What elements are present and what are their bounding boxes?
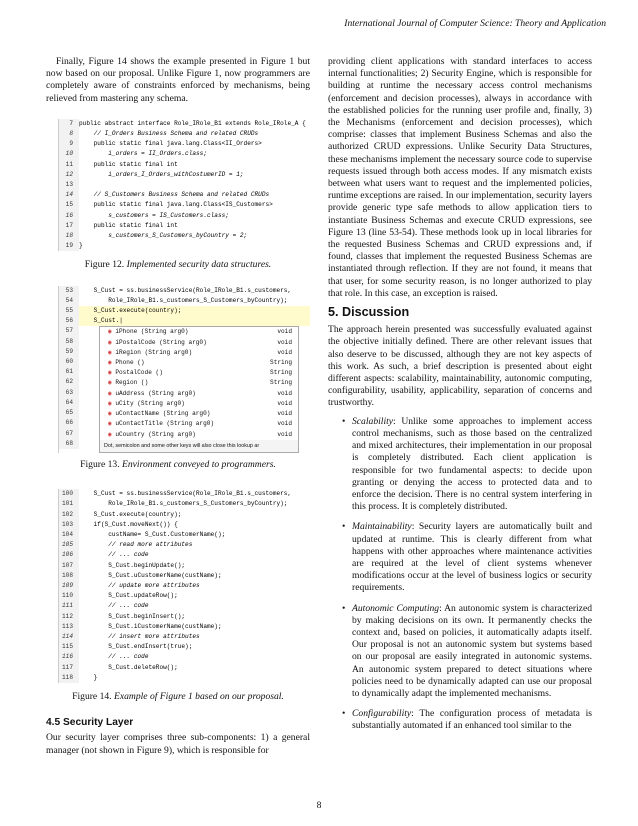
code-line: 114 // insert more attributes <box>59 632 310 642</box>
code-line: 15 public static final java.lang.Class<IS_Customers> <box>59 200 310 210</box>
figure-14-code <box>58 489 310 683</box>
code-line: 101 Role_IRole_B1.s_customers_S_Customers_byCountry); <box>59 499 310 509</box>
code-line: 7 public abstract interface Role_IRole_B1 extends Role_IRole_A { <box>59 119 310 129</box>
code-line: 109 // update more attributes <box>59 581 310 591</box>
code-line: 103 if(S_Cust.moveNext()) { <box>59 520 310 530</box>
popup-item[interactable]: ◉ Phone () String <box>100 358 298 368</box>
code-line: 13 <box>59 180 310 190</box>
figure-14-caption: Figure 14. Example of Figure 1 based on our proposal. <box>72 690 284 702</box>
popup-item[interactable]: ◉ uCity (String arg0) void <box>100 399 298 409</box>
left-column <box>46 56 310 763</box>
code-line: 100 S_Cust = ss.businessService(Role_IRole_B1.s_customers, <box>59 489 310 499</box>
figure-12-code <box>58 119 310 252</box>
figure-13-line-numbers: 57 58 59 60 61 62 63 64 65 66 67 68 <box>58 326 79 452</box>
list-item: • Scalability: Unlike some approaches to implement access control mechanisms, such as those based on the centralized and mixed architectures, their implementation in our proposal is completely distributed. Each client application is responsible for two fundamental aspects: to decide upon granting or denying the access to protected data and to enforce the decision. There is no central system interfering in this process. It is completely distributed. <box>342 416 592 514</box>
code-line: 111 // ... code <box>59 601 310 611</box>
figure-13-code <box>58 286 310 327</box>
code-line: 12 i_orders_I_Orders_withCostumerID = 1; <box>59 170 310 180</box>
code-line: 56 S_Cust.| <box>59 316 310 326</box>
code-line: 14 // S_Customers Business Schema and related CRUDs <box>59 190 310 200</box>
popup-item[interactable]: ◉ iPhone (String arg0) void <box>100 327 298 337</box>
aspects-list <box>342 416 592 733</box>
code-line: 116 // ... code <box>59 652 310 662</box>
code-line: 107 S_Cust.beginUpdate(); <box>59 561 310 571</box>
popup-item[interactable]: ◉ iRegion (String arg0) void <box>100 348 298 358</box>
popup-item[interactable]: ◉ uAddress (String arg0) void <box>100 389 298 399</box>
code-line: 113 S_Cust.iCustomerName(custName); <box>59 622 310 632</box>
right-column <box>328 56 592 741</box>
popup-footer: Dot, semicolon and some other keys will also close this lookup ar <box>100 440 298 452</box>
code-line: 8 // I_Orders Business Schema and related CRUDs <box>59 129 310 139</box>
code-line: 53 S_Cust = ss.businessService(Role_IRole_B1.s_customers, <box>59 286 310 296</box>
list-item: • Maintainability: Security layers are automatically built and updated at runtime. This is clearly different from what happens with other approaches where maintenance activities are required at the level of client systems whenever modifications occur at the level of business logics or security requirements. <box>342 521 592 594</box>
code-line: 117 S_Cust.deleteRow(); <box>59 663 310 673</box>
code-line: 112 S_Cust.beginInsert(); <box>59 612 310 622</box>
list-item: • Autonomic Computing: An autonomic system is characterized by making decisions on its own. It permanently checks the context and, based on policies, it automatically adapts itself. Our proposal is not an autonomic system but systems based on our proposal are easily integrated in autonomic systems. An autonomic system prepared to detect situations where policies need to be dynamically adapted can use our proposal to dynamically adapt the implemented mechanisms. <box>342 603 592 701</box>
popup-item[interactable]: ◉ uContactName (String arg0) void <box>100 409 298 419</box>
code-line: 102 S_Cust.execute(country); <box>59 510 310 520</box>
code-line: 10 i_orders = II_Orders.class; <box>59 149 310 159</box>
discussion-paragraph: The approach herein presented was successfully evaluated against the objective initially defined. There are other relevant issues that also deserve to be discussed, although they are not key aspects of this work. As such, a brief description is presented about eight different aspects: scalability, maintainability, autonomic computing, configurability, usability, applicability, separation of concerns and trustworthy. <box>328 324 592 409</box>
code-line: 54 Role_IRole_B1.s_customers_S_Customers_byCountry); <box>59 296 310 306</box>
code-line: 115 S_Cust.endInsert(true); <box>59 642 310 652</box>
code-line: 110 S_Cust.updateRow(); <box>59 591 310 601</box>
figure-12-caption: Figure 12. Implemented security data structures. <box>84 259 272 271</box>
popup-item[interactable]: ◉ Region () String <box>100 378 298 388</box>
popup-item[interactable]: ◉ iPostalCode (String arg0) void <box>100 338 298 348</box>
code-line: 9 public static final java.lang.Class<II_Orders> <box>59 139 310 149</box>
autocomplete-popup[interactable] <box>99 326 299 452</box>
code-line: 18 s_customers_S_Customers_byCountry = 2; <box>59 231 310 241</box>
security-layer-paragraph: providing client applications with standard interfaces to access internal functionalities; 2) Security Engine, which is responsible for building at runtime the necessary access control mechanisms (enforcement and decision processes), always in accordance with the established policies for the running user profile and, finally, 3) the Mechanisms (enforcement and decision processes), which comprise: classes that implement Business Schemas and also the authorized CRUD expressions. Unlike Security Data Structures, these mechanisms implement the necessary source code to supervise requests issued through both access modes. If any mismatch exists between what users want to request and the implemented policies, runtime exceptions are raised. In our implementation, security layers provide generic type safe methods to allow application tiers to instantiate Business Schemas and execute CRUD expressions, see Figure 13 (line 53-54). These methods look up in local libraries for the requested Business Schemas and CRUD expressions and, if found, classes that implement the requested Business Schemas are instantiated through reflection. If they are not found, it means that that user, for some security reason, is no longer authorized to play that role. In this case, an exception is raised. <box>328 56 592 299</box>
popup-item[interactable]: ◉ uCountry (String arg0) void <box>100 430 298 440</box>
figure-13-caption: Figure 13. Environment conveyed to programmers. <box>80 458 276 470</box>
section-5-heading: 5. Discussion <box>328 305 410 320</box>
code-line: 104 custName= S_Cust.CustomerName(); <box>59 530 310 540</box>
section-4-5-heading: 4.5 Security Layer <box>46 717 134 729</box>
code-line: 11 public static final int <box>59 160 310 170</box>
code-line: 108 S_Cust.uCustomerName(custName); <box>59 571 310 581</box>
popup-item[interactable]: ◉ PostalCode () String <box>100 368 298 378</box>
code-line: 118 } <box>59 673 310 683</box>
code-line: 55 S_Cust.execute(country); <box>59 306 310 316</box>
code-line: 106 // ... code <box>59 550 310 560</box>
popup-item[interactable]: ◉ uContactTitle (String arg0) void <box>100 419 298 429</box>
running-header: International Journal of Computer Science: Theory and Application <box>344 18 606 29</box>
page-number: 8 <box>316 800 322 811</box>
code-line: 19 } <box>59 241 310 251</box>
code-line: 17 public static final int <box>59 221 310 231</box>
code-line: 105 // read more attributes <box>59 540 310 550</box>
section-4-5-paragraph: Our security layer comprises three sub-components: 1) a general manager (not shown in Figure 9), which is responsible for <box>46 732 310 756</box>
intro-paragraph: Finally, Figure 14 shows the example presented in Figure 1 but now based on our proposal. Unlike Figure 1, now programmers are completely aware of constraints enforced by mechanisms, being relieved from mastering any schema. <box>46 56 310 104</box>
code-line: 16 s_customers = IS_Customers.class; <box>59 211 310 221</box>
list-item: • Configurability: The configuration process of metadata is substantially automated if an enhanced tool similar to the <box>342 708 592 732</box>
